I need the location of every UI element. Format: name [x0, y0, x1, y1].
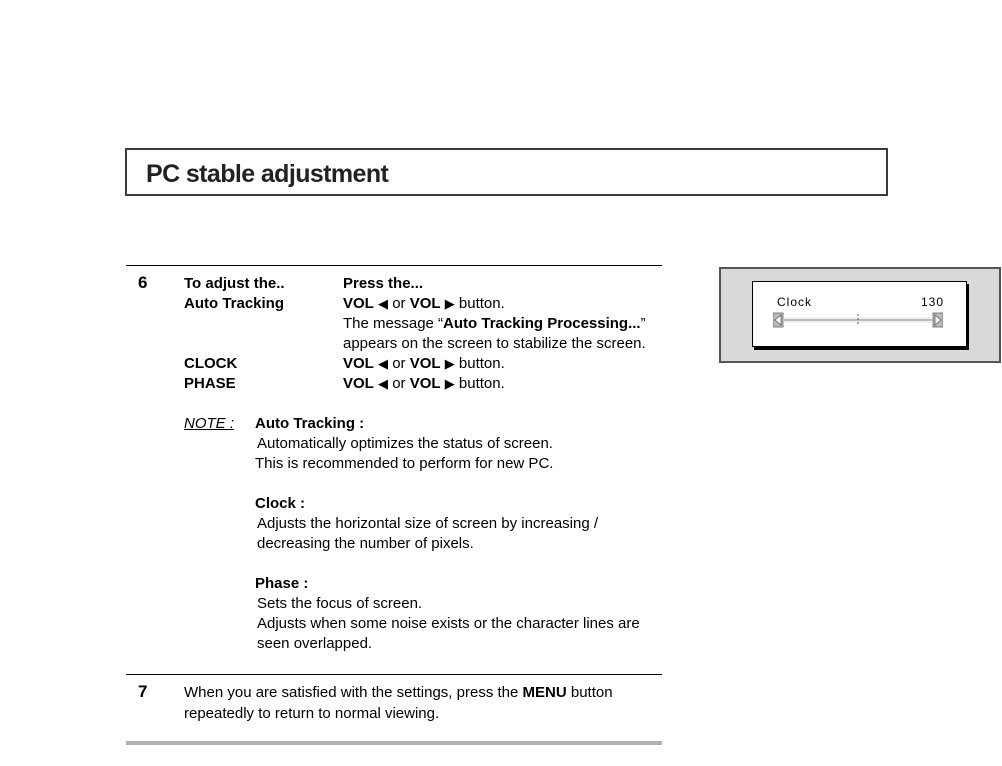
item-clock: CLOCK — [184, 355, 238, 372]
note-phase-line2: Adjusts when some noise exists or the character lines are — [257, 615, 640, 632]
right-arrow-icon: ▶ — [444, 376, 455, 391]
right-arrow-icon: ▶ — [444, 356, 455, 371]
note-auto-tracking-line1: Automatically optimizes the status of screen. — [257, 435, 553, 452]
step6-number: 6 — [138, 273, 148, 292]
note-auto-tracking-line2: This is recommended to perform for new PC. — [255, 455, 554, 472]
bottom-rule — [126, 741, 662, 745]
note-phase-heading: Phase : — [255, 575, 309, 592]
step6-top-rule — [126, 265, 662, 266]
right-arrow-icon: ▶ — [444, 296, 455, 311]
item-auto-tracking: Auto Tracking — [184, 295, 285, 312]
col-heading-press: Press the... — [343, 275, 424, 292]
col-heading-adjust: To adjust the.. — [184, 275, 285, 292]
item-phase: PHASE — [184, 375, 236, 392]
note-clock-line1: Adjusts the horizontal size of screen by increasing / — [257, 515, 599, 532]
page-title: PC stable adjustment — [146, 160, 389, 188]
message-line-1: The message “Auto Tracking Processing...” — [343, 315, 646, 332]
step7-number: 7 — [138, 682, 148, 701]
osd-clock-dialog — [752, 281, 967, 347]
step7-line1: When you are satisfied with the settings, press the MENU button — [184, 684, 613, 701]
note-clock-heading: Clock : — [255, 495, 306, 512]
instruction-phase: VOL ◀ or VOL ▶ button. — [343, 375, 505, 392]
note-label: NOTE : — [184, 415, 235, 432]
osd-clock-label: Clock — [777, 295, 813, 309]
note-auto-tracking-heading: Auto Tracking : — [255, 415, 365, 432]
left-arrow-icon: ◀ — [378, 356, 389, 371]
note-phase-line1: Sets the focus of screen. — [257, 595, 423, 612]
left-arrow-icon: ◀ — [378, 296, 389, 311]
instruction-clock: VOL ◀ or VOL ▶ button. — [343, 355, 505, 372]
osd-illustration — [719, 267, 1001, 363]
osd-clock-value: 130 — [920, 295, 944, 309]
note-clock-line2: decreasing the number of pixels. — [257, 535, 474, 552]
step7-top-rule — [126, 674, 662, 675]
note-phase-line3: seen overlapped. — [257, 635, 373, 652]
step7-line2: repeatedly to return to normal viewing. — [184, 705, 440, 722]
left-arrow-icon: ◀ — [378, 376, 389, 391]
message-line-2: appears on the screen to stabilize the screen. — [343, 335, 646, 352]
instruction-auto-tracking: VOL ◀ or VOL ▶ button. — [343, 295, 505, 312]
osd-clock-slider — [773, 312, 943, 328]
section-title-box — [125, 148, 888, 196]
